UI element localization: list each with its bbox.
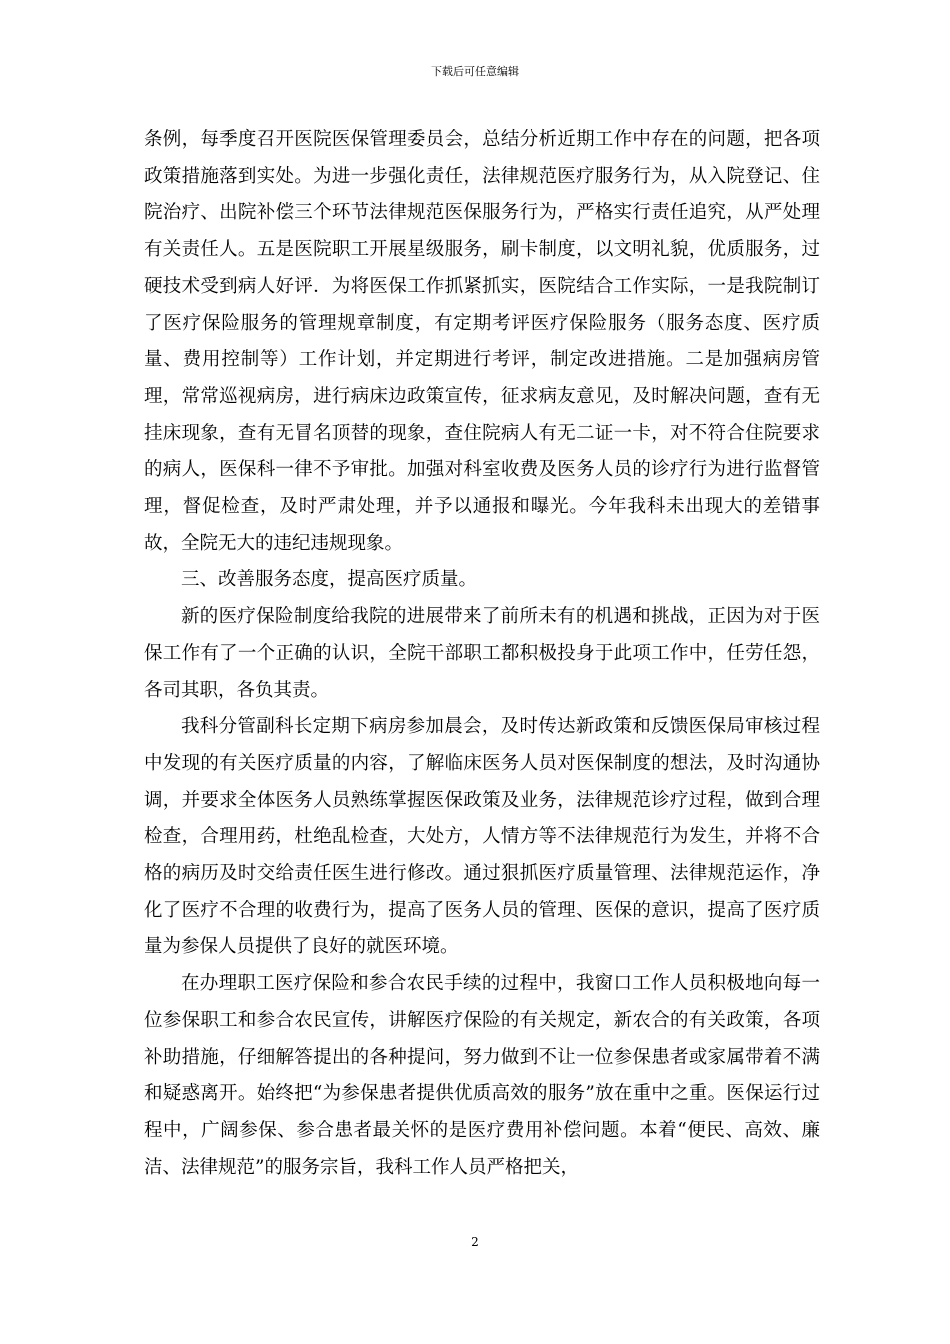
body-paragraph: 条例，每季度召开医院医保管理委员会，总结分析近期工作中存在的问题，把各项政策措施落到实处。为进一步强化责任，法律规范医疗服务行为，从入院登记、住院治疗、出院补偿三个环节法律规范医保服务行为，严格实行责任追究，从严处理有关责任人。五是医院职工开展星级服务，刷卡制度，以文明礼貌，优质服务，过硬技术受到病人好评．为将医保工作抓紧抓实，医院结合工作实际，一是我院制订了医疗保险服务的管理规章制度，有定期考评医疗保险服务（服务态度、医疗质量、费用控制等）工作计划，并定期进行考评，制定改进措施。二是加强病房管理，常常巡视病房，进行病床边政策宣传，征求病友意见，及时解决问题，查有无挂床现象，查有无冒名顶替的现象，查住院病人有无二证一卡，对不符合住院要求的病人，医保科一律不予审批。加强对科室收费及医务人员的诊疗行为进行监督管理，督促检查，及时严肃处理，并予以通报和曝光。今年我科未出现大的差错事故，全院无大的违纪违规现象。 xyxy=(144,129,820,554)
body-paragraph: 在办理职工医疗保险和参合农民手续的过程中，我窗口工作人员积极地向每一位参保职工和参合农民宣传，讲解医疗保险的有关规定，新农合的有关政策，各项补助措施，仔细解答提出的各种提问，努力做到不让一位参保患者或家属带着不满和疑惑离开。始终把“为参保患者提供优质高效的服务”放在重中之重。医保运行过程中，广阔参保、参合患者最关怀的是医疗费用补偿问题。本着“便民、高效、廉洁、法律规范”的服务宗旨，我科工作人员严格把关， xyxy=(144,973,820,1178)
section-heading: 三、改善服务态度，提高医疗质量。 xyxy=(181,569,478,591)
page-header-note: 下载后可任意编辑 xyxy=(431,65,519,78)
document-body xyxy=(144,122,820,1186)
page-number: 2 xyxy=(471,1235,479,1249)
body-paragraph: 新的医疗保险制度给我院的进展带来了前所未有的机遇和挑战，正因为对于医保工作有了一个正确的认识，全院干部职工都积极投身于此项工作中，任劳任怨，各司其职，各负其责。 xyxy=(144,606,820,701)
body-paragraph: 我科分管副科长定期下病房参加晨会，及时传达新政策和反馈医保局审核过程中发现的有关医疗质量的内容，了解临床医务人员对医保制度的想法，及时沟通协调，并要求全体医务人员熟练掌握医保政策及业务，法律规范诊疗过程，做到合理检查，合理用药，杜绝乱检查，大处方，人情方等不法律规范行为发生，并将不合格的病历及时交给责任医生进行修改。通过狠抓医疗质量管理、法律规范运作，净化了医疗不合理的收费行为，提高了医务人员的管理、医保的意识，提高了医疗质量为参保人员提供了良好的就医环境。 xyxy=(144,716,820,958)
